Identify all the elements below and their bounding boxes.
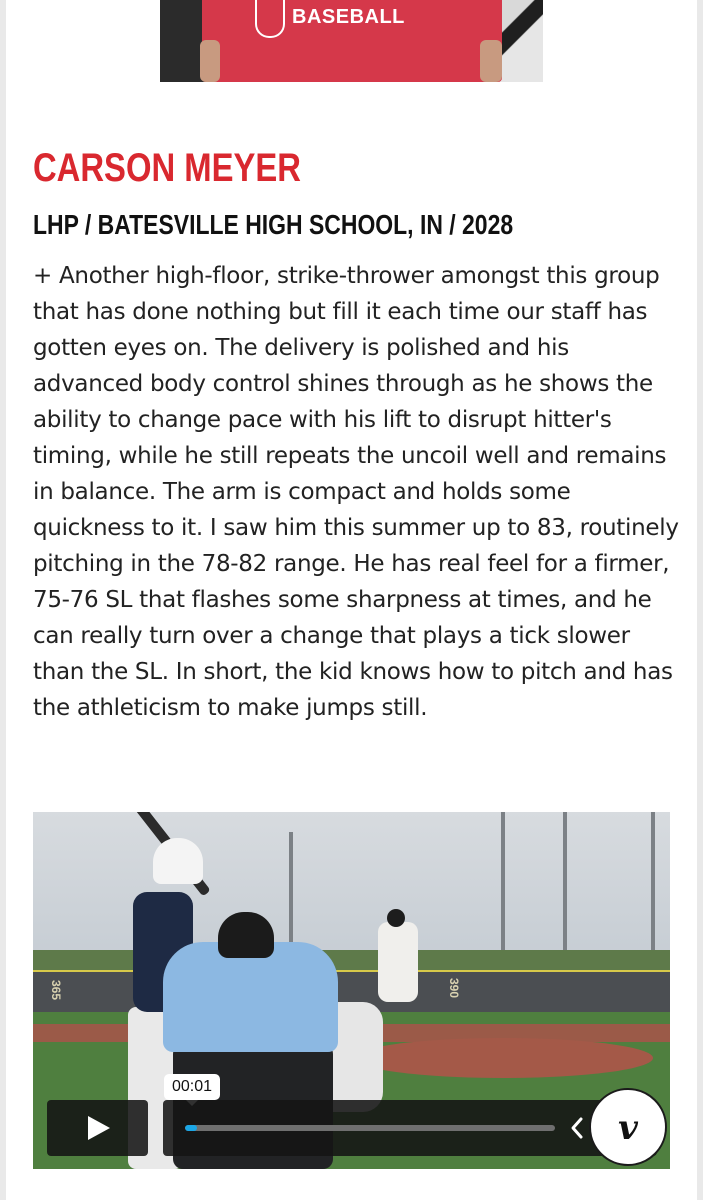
wall-distance-left: 365 [49,980,63,1001]
scouting-report: + Another high-floor, strike-thrower amongst this group that has done nothing but fill it each time our staff has gotten eyes on. The delivery is polished and his advanced body control shines through as he shows the ability to change pace with his lift to disrupt hitter's timing, while he still repeats the uncoil well and remains in balance. The arm is compact and holds some quickness to it. I saw him this summer up to 83, routinely pitching in the 78-82 range. He has real feel for a firmer, 75-76 SL that flashes some sharpness at times, and he can really turn over a change that plays a tick slower than the SL. In short, the kid knows how to pitch and has the athleticism to make jumps still. [33,263,679,721]
umpire [163,942,338,1052]
play-icon [84,1114,112,1142]
video-trees [33,950,670,972]
progress-bar[interactable] [185,1125,555,1131]
shirt-logo-icon [255,0,285,38]
player-name: CARSON MEYER [33,146,301,190]
vimeo-v-glyph: v [618,1108,638,1148]
player-position-school-year: LHP / BATESVILLE HIGH SCHOOL, IN / 2028 [33,209,514,240]
progress-fill [185,1125,197,1131]
light-pole [651,812,655,972]
video-player[interactable] [33,812,670,1169]
pitcher [378,922,418,1002]
player-photo [160,0,543,82]
right-gutter [697,0,703,1200]
batter-helmet [153,838,203,884]
player-arm-right [480,40,502,82]
shirt-text: BASEBALL [292,6,405,28]
umpire-head [218,912,274,958]
light-pole [501,812,505,972]
current-time-tooltip: 00:01 [164,1074,220,1100]
pitchers-mound [353,1038,653,1078]
play-button[interactable] [47,1100,148,1156]
player-arm-left [200,40,220,82]
chevron-left-icon[interactable] [569,1116,585,1140]
wall-distance-right: 390 [447,978,461,999]
left-gutter [0,0,6,1200]
light-pole [563,812,567,972]
vimeo-logo-icon[interactable] [589,1088,667,1166]
pitcher-head [387,909,405,927]
video-sky [33,812,670,972]
control-bar [163,1100,657,1156]
